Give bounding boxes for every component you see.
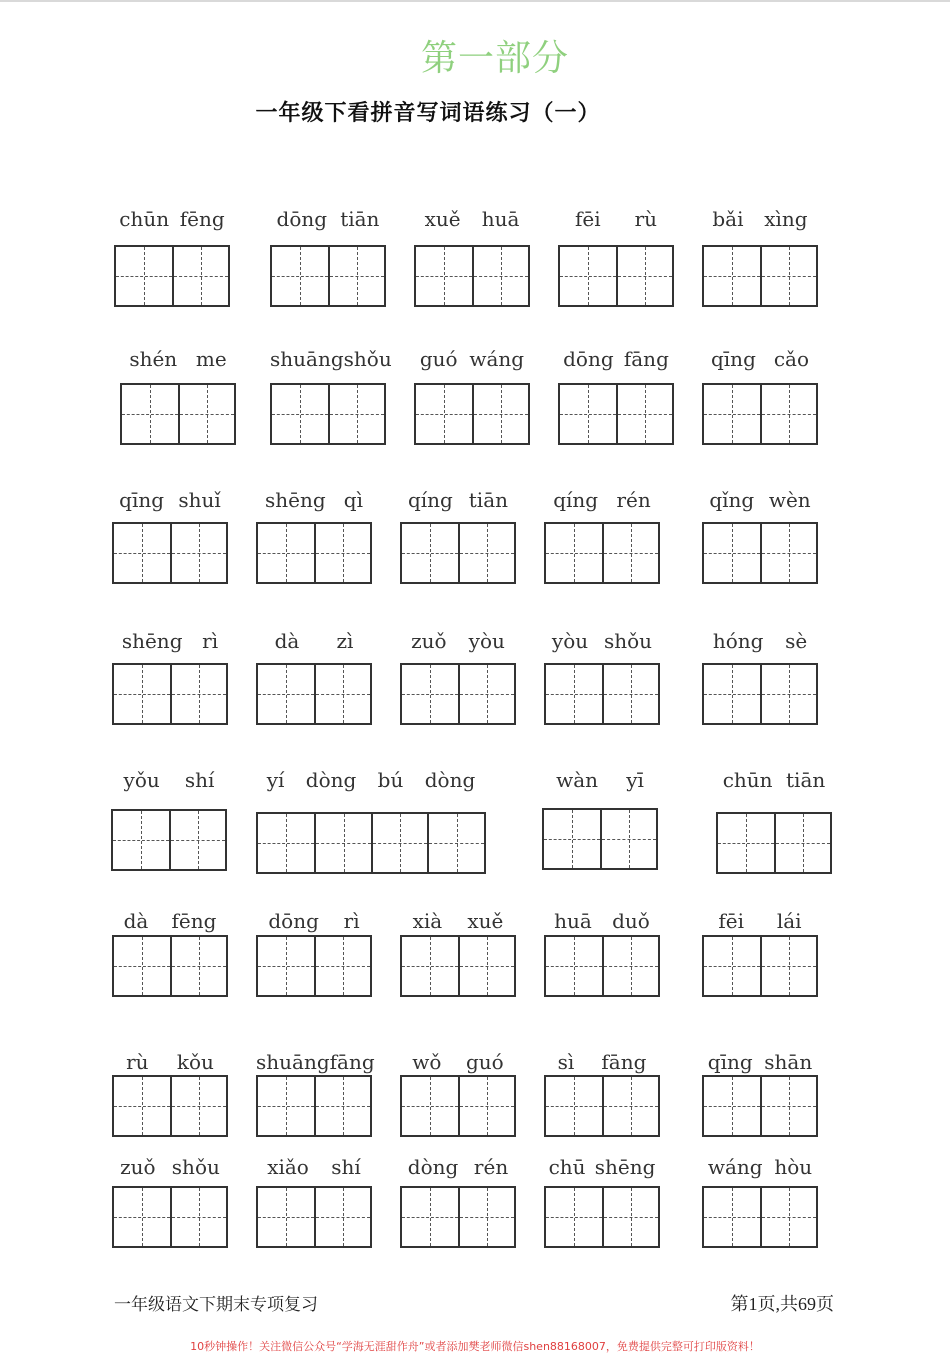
tianzige-cell[interactable] [258,937,314,995]
pinyin-syllable: xuě [467,909,504,933]
tianzige-cell[interactable] [402,524,458,582]
pinyin-syllable: qǐng [709,488,755,512]
pinyin-line [544,488,660,512]
writing-grid[interactable] [544,1186,660,1248]
pinyin-line [270,207,386,231]
pinyin-syllable: qīng [119,488,165,512]
pinyin-syllable: shuāng [270,347,344,371]
tianzige-cell[interactable] [560,247,616,305]
tianzige-cell[interactable] [704,1077,760,1135]
pinyin-syllable: hòu [774,1155,813,1179]
pinyin-syllable: rén [473,1155,509,1179]
tianzige-cell[interactable] [760,1188,816,1246]
pinyin-syllable: dōng [563,347,614,371]
pinyin-syllable: shēng [121,629,183,653]
writing-grid[interactable] [414,245,530,307]
pinyin-line [400,909,516,933]
pinyin-syllable: qīng [710,347,756,371]
writing-grid[interactable] [256,522,372,584]
word-item [702,1050,818,1137]
word-item [111,768,227,871]
pinyin-syllable: tiān [340,207,380,231]
pinyin-syllable: shuāng [256,1050,330,1074]
tianzige-cell[interactable] [314,814,371,872]
pinyin-line [256,629,372,653]
pinyin-syllable: dōng [276,207,328,231]
pinyin-line [112,629,228,653]
pinyin-line [400,488,516,512]
tianzige-cell[interactable] [258,814,314,872]
writing-grid[interactable] [414,383,530,445]
pinyin-syllable: qīng [707,1050,753,1074]
writing-grid[interactable] [702,1075,818,1137]
tianzige-cell[interactable] [704,247,760,305]
word-item [702,629,818,725]
pinyin-syllable: bǎi [712,207,744,231]
word-item [112,629,228,725]
tianzige-cell[interactable] [704,665,760,723]
word-item [256,629,372,725]
pinyin-line [544,629,660,653]
word-item [400,1050,516,1137]
pinyin-syllable: wèn [768,488,811,512]
word-item [414,347,530,445]
tianzige-cell[interactable] [718,814,774,872]
pinyin-line [256,488,372,512]
word-item [702,1155,818,1248]
writing-grid[interactable] [716,812,832,874]
tianzige-cell[interactable] [546,1077,602,1135]
tianzige-cell[interactable] [760,247,816,305]
pinyin-syllable: chūn [722,768,773,792]
tianzige-cell[interactable] [546,524,602,582]
tianzige-cell[interactable] [458,937,514,995]
writing-grid[interactable] [702,383,818,445]
pinyin-syllable: guó [419,347,458,371]
writing-grid[interactable] [256,1075,372,1137]
top-border-line [0,0,950,2]
tianzige-cell[interactable] [546,1188,602,1246]
tianzige-cell[interactable] [314,1077,370,1135]
writing-grid[interactable] [544,663,660,725]
writing-grid[interactable] [256,812,486,874]
pinyin-syllable: chūn [119,207,170,231]
sheet-title: 一年级下看拼音写词语练习（一） [255,101,601,126]
tianzige-cell[interactable] [416,385,472,443]
word-item [112,909,228,997]
writing-grid[interactable] [544,935,660,997]
pinyin-line [400,1155,516,1179]
tianzige-cell[interactable] [114,524,170,582]
pinyin-syllable: dōng [268,909,319,933]
tianzige-cell[interactable] [546,665,602,723]
word-item [114,207,230,307]
tianzige-cell[interactable] [416,247,472,305]
word-item [112,488,228,584]
writing-grid[interactable] [702,663,818,725]
word-item [400,488,516,584]
word-item [702,909,818,997]
word-item [544,629,660,725]
pinyin-syllable: hóng [712,629,764,653]
pinyin-line [558,207,674,231]
pinyin-line [702,347,818,371]
pinyin-syllable: shuǐ [178,488,221,512]
tianzige-cell[interactable] [402,1077,458,1135]
pinyin-syllable: fēi [574,207,601,231]
pinyin-line [256,768,486,792]
tianzige-cell[interactable] [458,1188,514,1246]
writing-grid[interactable] [702,522,818,584]
word-item [542,768,658,870]
pinyin-line [256,1155,372,1179]
pinyin-syllable: tiān [786,768,826,792]
writing-grid[interactable] [256,663,372,725]
pinyin-line [544,1155,660,1179]
tianzige-cell[interactable] [704,937,760,995]
pinyin-syllable: fēng [179,207,225,231]
pinyin-line [702,207,818,231]
word-item [400,629,516,725]
tianzige-cell[interactable] [402,665,458,723]
writing-grid[interactable] [544,522,660,584]
tianzige-cell[interactable] [774,814,830,872]
tianzige-cell[interactable] [170,1077,226,1135]
writing-grid[interactable] [270,383,386,445]
pinyin-line [702,488,818,512]
word-item [716,768,832,874]
tianzige-cell[interactable] [314,524,370,582]
tianzige-cell[interactable] [402,1188,458,1246]
pinyin-syllable: rén [616,488,651,512]
word-item [112,1155,228,1248]
word-item [270,347,392,445]
tianzige-cell[interactable] [314,937,370,995]
writing-grid[interactable] [542,808,658,870]
pinyin-line [114,207,230,231]
tianzige-cell[interactable] [272,385,328,443]
pinyin-line [702,1155,818,1179]
word-item [544,488,660,584]
tianzige-cell[interactable] [328,247,384,305]
tianzige-cell[interactable] [258,665,314,723]
pinyin-line [256,909,372,933]
pinyin-syllable: rù [126,1050,149,1074]
pinyin-syllable: me [195,347,227,371]
pinyin-syllable: zuǒ [411,629,447,653]
writing-grid[interactable] [111,809,227,871]
tianzige-cell[interactable] [602,1188,658,1246]
writing-grid[interactable] [256,1186,372,1248]
word-item [256,768,486,874]
pinyin-syllable: fāng [329,1050,375,1074]
pinyin-line [702,909,818,933]
tianzige-cell[interactable] [602,937,658,995]
tianzige-cell[interactable] [258,1188,314,1246]
word-item [544,909,660,997]
pinyin-syllable: sè [785,629,808,653]
tianzige-cell[interactable] [472,385,528,443]
tianzige-cell[interactable] [602,665,658,723]
tianzige-cell[interactable] [760,1077,816,1135]
word-item [256,488,372,584]
writing-grid[interactable] [558,383,674,445]
pinyin-line [400,1050,516,1074]
word-item [256,1155,372,1248]
word-item [400,909,516,997]
pinyin-syllable: dà [274,629,300,653]
tianzige-cell[interactable] [172,247,228,305]
writing-grid[interactable] [270,245,386,307]
pinyin-syllable: cǎo [773,347,810,371]
writing-grid[interactable] [544,1075,660,1137]
writing-grid[interactable] [112,522,228,584]
pinyin-syllable: xiǎo [267,1155,309,1179]
tianzige-cell[interactable] [704,524,760,582]
pinyin-syllable: xuě [424,207,461,231]
pinyin-line [544,1050,660,1074]
pinyin-syllable: rì [343,909,360,933]
pinyin-syllable: wáng [707,1155,763,1179]
tianzige-cell[interactable] [113,811,169,869]
tianzige-cell[interactable] [600,810,656,868]
word-item [702,347,818,445]
writing-grid[interactable] [112,1075,228,1137]
pinyin-line [716,768,832,792]
pinyin-syllable: sì [557,1050,575,1074]
pinyin-syllable: shí [331,1155,361,1179]
tianzige-cell[interactable] [704,385,760,443]
word-item [558,207,674,307]
pinyin-line [256,1050,375,1074]
pinyin-syllable: shān [764,1050,813,1074]
pinyin-line [414,207,530,231]
pinyin-line [400,629,516,653]
promo-banner: 10秒钟操作！关注微信公众号“学海无涯甜作舟”或者添加樊老师微信shen88168007，免费提供完整可打印版资料！ [190,1340,760,1353]
pinyin-syllable: yí [266,768,285,792]
pinyin-syllable: wàn [556,768,599,792]
tianzige-cell[interactable] [760,385,816,443]
tianzige-cell[interactable] [116,247,172,305]
pinyin-syllable: tiān [468,488,509,512]
pinyin-syllable: qíng [553,488,599,512]
pinyin-syllable: wáng [469,347,525,371]
pinyin-syllable: yòu [551,629,589,653]
word-item [414,207,530,307]
tianzige-cell[interactable] [114,937,170,995]
pinyin-syllable: chū [548,1155,586,1179]
word-item [544,1050,660,1137]
pinyin-syllable: lái [776,909,802,933]
tianzige-cell[interactable] [114,1188,170,1246]
pinyin-syllable: shǒu [343,347,392,371]
pinyin-line [544,909,660,933]
word-item [544,1155,660,1248]
pinyin-syllable: shēng [265,488,326,512]
tianzige-cell[interactable] [122,385,178,443]
word-item [558,347,674,445]
tianzige-cell[interactable] [170,1188,226,1246]
writing-grid[interactable] [256,935,372,997]
tianzige-cell[interactable] [114,1077,170,1135]
writing-grid[interactable] [400,935,516,997]
pinyin-syllable: dòng [407,1155,459,1179]
tianzige-cell[interactable] [560,385,616,443]
pinyin-line [112,1050,228,1074]
tianzige-cell[interactable] [458,1077,514,1135]
word-item [270,207,386,307]
writing-grid[interactable] [120,383,236,445]
tianzige-cell[interactable] [314,1188,370,1246]
pinyin-syllable: dà [123,909,149,933]
pinyin-syllable: yǒu [123,768,160,792]
pinyin-syllable: guó [465,1050,504,1074]
part-title: 第一部分 [420,38,569,78]
pinyin-line [270,347,392,371]
tianzige-cell[interactable] [760,524,816,582]
tianzige-cell[interactable] [170,524,226,582]
tianzige-cell[interactable] [546,937,602,995]
pinyin-syllable: huā [481,207,520,231]
pinyin-line [414,347,530,371]
pinyin-syllable: bú [377,768,404,792]
tianzige-cell[interactable] [272,247,328,305]
tianzige-cell[interactable] [458,665,514,723]
footer-page-number: 第1页,共69页 [730,1294,834,1314]
pinyin-syllable: shí [184,768,215,792]
tianzige-cell[interactable] [704,1188,760,1246]
pinyin-syllable: xià [412,909,443,933]
tianzige-cell[interactable] [169,811,225,869]
pinyin-syllable: fēi [718,909,745,933]
word-item [120,347,236,445]
writing-grid[interactable] [400,522,516,584]
pinyin-line [702,1050,818,1074]
word-item [702,488,818,584]
writing-grid[interactable] [702,245,818,307]
pinyin-syllable: huā [554,909,592,933]
tianzige-cell[interactable] [170,665,226,723]
pinyin-syllable: wǒ [412,1050,442,1074]
pinyin-syllable: xìng [764,207,808,231]
word-item [400,1155,516,1248]
writing-grid[interactable] [114,245,230,307]
pinyin-line [112,488,228,512]
word-item [256,909,372,997]
tianzige-cell[interactable] [114,665,170,723]
pinyin-syllable: shǒu [604,629,653,653]
writing-grid[interactable] [702,1186,818,1248]
writing-grid[interactable] [400,663,516,725]
pinyin-syllable: duǒ [612,909,650,933]
writing-grid[interactable] [112,935,228,997]
tianzige-cell[interactable] [616,247,672,305]
pinyin-line [120,347,236,371]
tianzige-cell[interactable] [402,937,458,995]
tianzige-cell[interactable] [371,814,428,872]
word-item [702,207,818,307]
pinyin-syllable: kǒu [176,1050,214,1074]
pinyin-line [111,768,227,792]
tianzige-cell[interactable] [760,937,816,995]
pinyin-syllable: qì [343,488,363,512]
tianzige-cell[interactable] [258,524,314,582]
tianzige-cell[interactable] [458,524,514,582]
writing-grid[interactable] [112,1186,228,1248]
tianzige-cell[interactable] [472,247,528,305]
tianzige-cell[interactable] [170,937,226,995]
pinyin-syllable: fēng [171,909,217,933]
pinyin-syllable: fāng [601,1050,647,1074]
writing-grid[interactable] [558,245,674,307]
pinyin-syllable: rù [634,207,658,231]
tianzige-cell[interactable] [328,385,384,443]
pinyin-syllable: dòng [424,768,476,792]
tianzige-cell[interactable] [314,665,370,723]
pinyin-line [702,629,818,653]
pinyin-syllable: yī [626,768,644,792]
word-item [112,1050,228,1137]
writing-grid[interactable] [400,1186,516,1248]
pinyin-line [112,909,228,933]
pinyin-syllable: shǒu [171,1155,220,1179]
tianzige-cell[interactable] [616,385,672,443]
writing-grid[interactable] [702,935,818,997]
pinyin-syllable: fāng [623,347,669,371]
tianzige-cell[interactable] [760,665,816,723]
pinyin-syllable: shēng [594,1155,656,1179]
pinyin-line [542,768,658,792]
writing-grid[interactable] [400,1075,516,1137]
pinyin-syllable: shén [129,347,178,371]
pinyin-syllable: qíng [407,488,453,512]
pinyin-syllable: zuǒ [120,1155,156,1179]
tianzige-cell[interactable] [544,810,600,868]
tianzige-cell[interactable] [258,1077,314,1135]
tianzige-cell[interactable] [427,814,484,872]
pinyin-line [558,347,674,371]
tianzige-cell[interactable] [602,1077,658,1135]
word-item [256,1050,375,1137]
tianzige-cell[interactable] [178,385,234,443]
pinyin-syllable: yòu [468,629,505,653]
pinyin-syllable: dòng [305,768,357,792]
pinyin-syllable: zì [336,629,354,653]
tianzige-cell[interactable] [602,524,658,582]
pinyin-line [112,1155,228,1179]
writing-grid[interactable] [112,663,228,725]
footer-course-label: 一年级语文下期末专项复习 [114,1295,318,1315]
pinyin-syllable: rì [202,629,219,653]
